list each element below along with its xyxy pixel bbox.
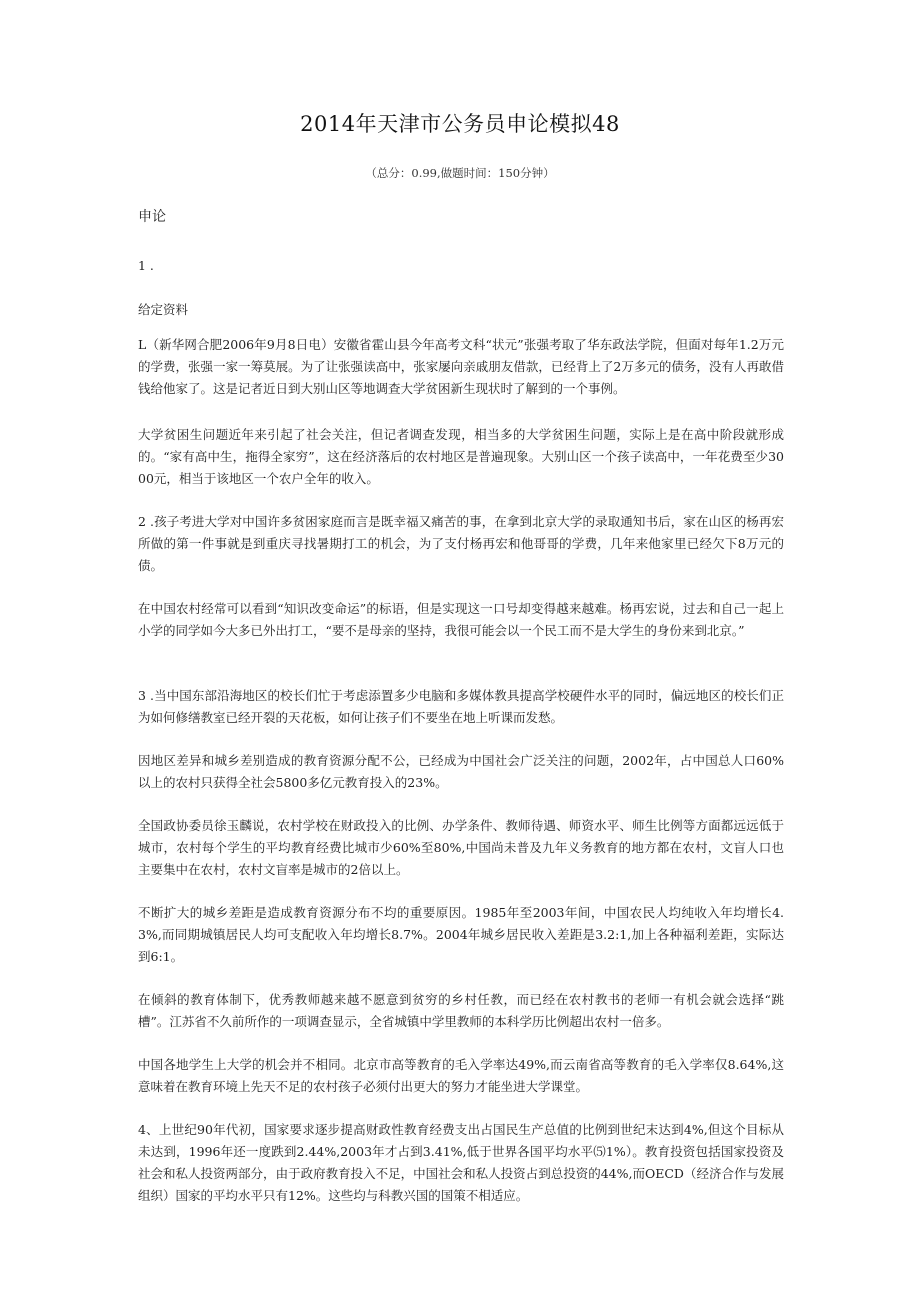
question-number: 1 .: [138, 258, 154, 273]
section-heading: 申论: [138, 209, 166, 225]
paragraph: 3 .当中国东部沿海地区的校长们忙于考虑添置多少电脑和多媒体教具提高学校硬件水平的同时，偏远地区的校长们正为如何修缮教室已经开裂的天花板，如何让孩子们不要坐在地上听课而发愁。: [138, 688, 784, 725]
paragraph: L（新华网合肥2006年9月8日电）安徽省霍山县今年高考文科“状元”张强考取了华东政法学院，但面对每年1.2万元的学费，张强一家一筹莫展。为了让张强读高中，张家屡向亲戚朋友借款，已经背上了2万多元的债务，没有人再敢借钱给他家了。这是记者近日到大别山区等地调查大学贫困新生现状时了解到的一个事例。: [138, 337, 784, 396]
paragraph: 4、上世纪90年代初，国家要求逐步提高财政性教育经费支出占国民生产总值的比例到世纪末达到4%,但这个目标从未达到，1996年还一度跌到2.44%,2003年才占到3.41%,低于世界各国平均水平⑸1%）。教育投资包括国家投资及社会和私人投资两部分，由于政府教育投入不足，中国社会和私人投资占到总投资的44%,而OECD（经济合作与发展组织）国家的平均水平只有12%。这些均与科教兴国的国策不相适应。: [138, 1122, 784, 1203]
paragraph: 因地区差异和城乡差别造成的教育资源分配不公，已经成为中国社会广泛关注的问题，2002年，占中国总人口60%以上的农村只获得全社会5800多亿元教育投入的23%。: [138, 753, 784, 790]
paragraph: 在倾斜的教育体制下，优秀教师越来越不愿意到贫穷的乡村任教，而已经在农村教书的老师一有机会就会选择“跳槽”。江苏省不久前所作的一项调查显示，全省城镇中学里教师的本科学历比例超出农村一倍多。: [138, 992, 784, 1029]
paragraph: 大学贫困生问题近年来引起了社会关注，但记者调查发现，相当多的大学贫困生问题，实际上是在高中阶段就形成的。“家有高中生，拖得全家穷”，这在经济落后的农村地区是普遍现象。大别山区一个孩子读高中，一年花费至少3000元，相当于该地区一个农户全年的收入。: [138, 427, 784, 486]
page-title: 2014年天津市公务员申论模拟48: [300, 112, 620, 136]
paragraph: 全国政协委员徐玉麟说，农村学校在财政投入的比例、办学条件、教师待遇、师资水平、师生比例等方面都远远低于城市，农村每个学生的平均教育经费比城市少60%至80%,中国尚未普及九年义务教育的地方都在农村，文盲人口也主要集中在农村，农村文盲率是城市的2倍以上。: [138, 818, 784, 877]
exam-info: （总分：0.99,做题时间：150分钟）: [365, 166, 555, 180]
paragraph: 在中国农村经常可以看到“知识改变命运”的标语，但是实现这一口号却变得越来越难。杨再宏说，过去和自己一起上小学的同学如今大多已外出打工，“要不是母亲的坚持，我很可能会以一个民工而不是大学生的身份来到北京。”: [138, 601, 784, 638]
paragraph: 2 .孩子考进大学对中国许多贫困家庭而言是既幸福又痛苦的事，在拿到北京大学的录取通知书后，家在山区的杨再宏所做的第一件事就是到重庆寻找暑期打工的机会，为了支付杨再宏和他哥哥的学费，几年来他家里已经欠下8万元的债。: [138, 514, 784, 573]
paragraph: 中国各地学生上大学的机会并不相同。北京市高等教育的毛入学率达49%,而云南省高等教育的毛入学率仅8.64%,这意味着在教育环境上先天不足的农村孩子必须付出更大的努力才能坐进大学课堂。: [138, 1057, 784, 1094]
paragraph: 不断扩大的城乡差距是造成教育资源分布不均的重要原因。1985年至2003年间，中国农民人均纯收入年均增长4.3%,而同期城镇居民人均可支配收入年均增长8.7%。2004年城乡居民收入差距是3.2:1,加上各种福利差距，实际达到6:1。: [138, 905, 784, 964]
given-materials-label: 给定资料: [138, 302, 189, 317]
